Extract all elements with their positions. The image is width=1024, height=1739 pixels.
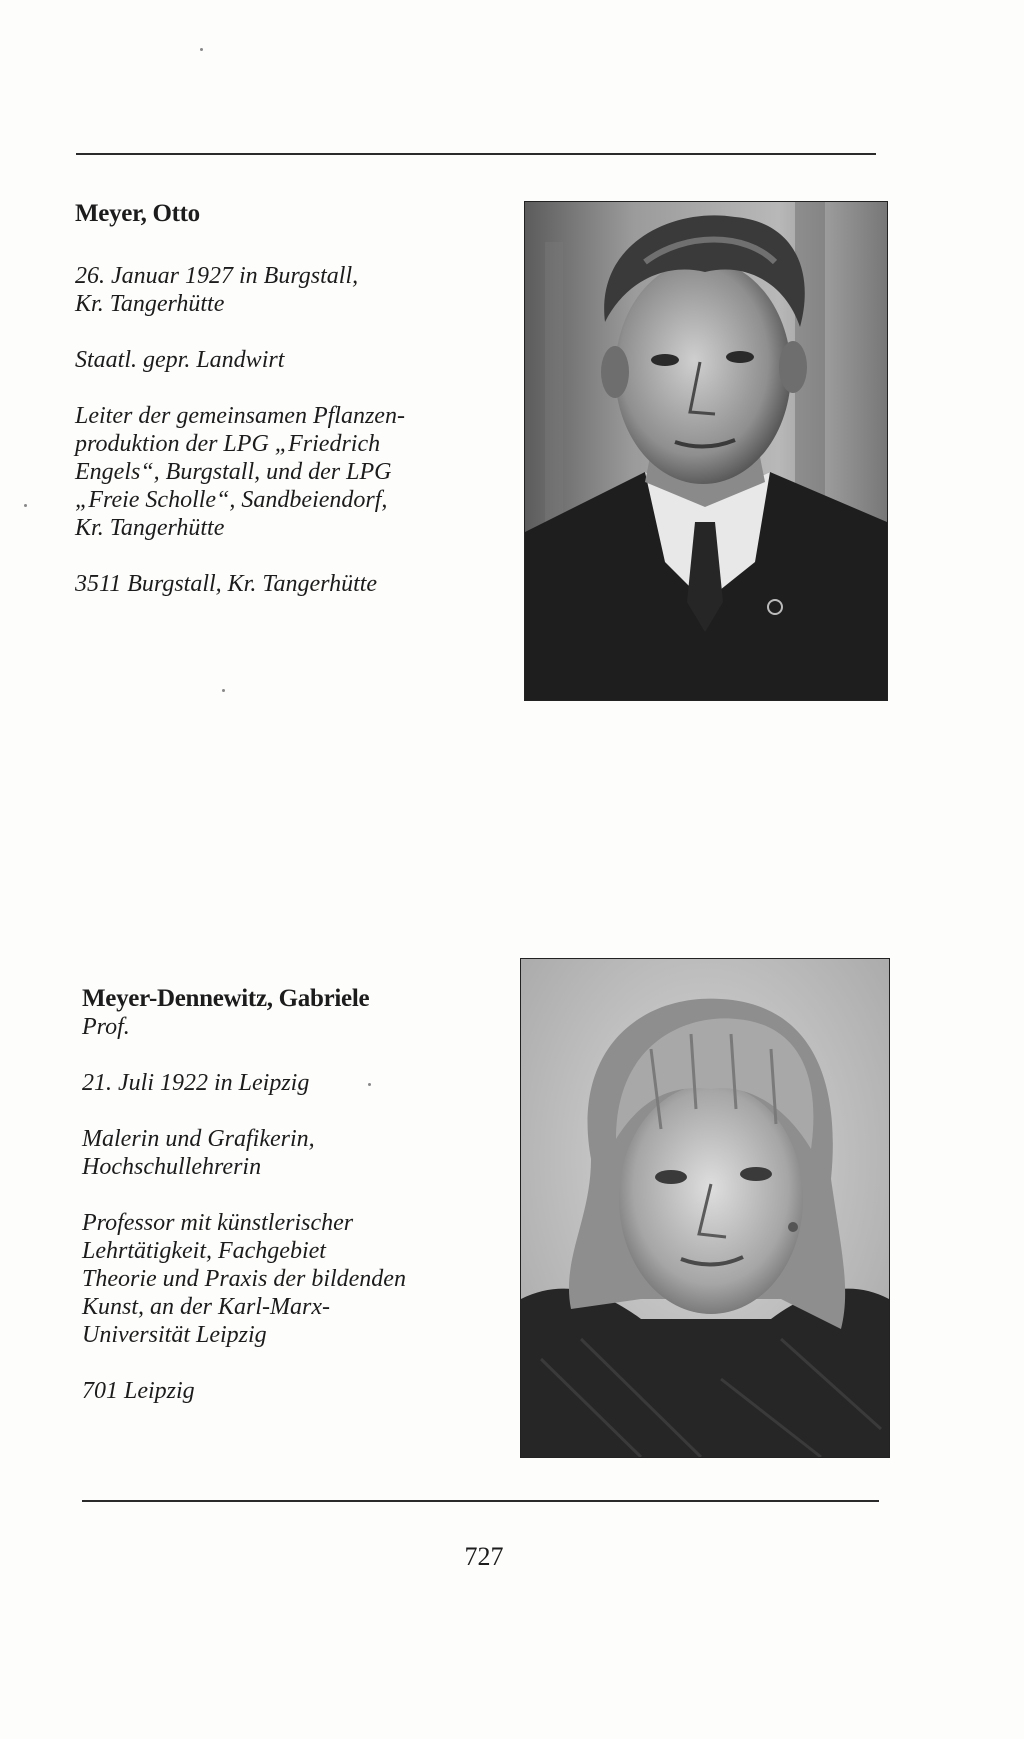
scan-speck <box>222 689 225 692</box>
portrait-photo-meyer-dennewitz <box>520 958 890 1458</box>
profession-line: Hochschullehrerin <box>82 1154 262 1180</box>
position-line: Engels“, Burgstall, und der LPG <box>75 459 392 485</box>
position-line: Theorie und Praxis der bildenden <box>82 1266 406 1292</box>
position-line: „Freie Scholle“, Sandbeiendorf, <box>75 487 388 513</box>
entry-meyer-dennewitz-gabriele <box>82 985 406 1405</box>
profession-line: Staatl. gepr. Landwirt <box>75 347 285 373</box>
position-line: Leiter der gemeinsamen Pflanzen- <box>75 403 405 429</box>
bottom-rule <box>82 1500 879 1502</box>
birth-line: 21. Juli 1922 in Leipzig <box>82 1070 310 1096</box>
position-line: Kr. Tangerhütte <box>75 515 225 541</box>
position-line: Professor mit künstlerischer <box>82 1210 354 1236</box>
position-line: Kunst, an der Karl-Marx- <box>82 1294 330 1320</box>
top-rule <box>76 153 876 155</box>
entry-name: Meyer-Dennewitz, Gabriele <box>82 985 370 1012</box>
page-number: 727 <box>464 1542 504 1571</box>
position-line: Universität Leipzig <box>82 1322 267 1348</box>
scan-speck <box>24 504 27 507</box>
entry-name: Meyer, Otto <box>75 200 200 227</box>
birth-line: 26. Januar 1927 in Burgstall, <box>75 263 359 289</box>
scan-speck <box>368 1083 371 1086</box>
position-line: Lehrtätigkeit, Fachgebiet <box>82 1238 326 1264</box>
academic-title: Prof. <box>82 1014 130 1040</box>
profession-line: Malerin und Grafikerin, <box>82 1126 315 1152</box>
address-line: 3511 Burgstall, Kr. Tangerhütte <box>75 571 378 597</box>
entry-meyer-otto <box>75 200 405 598</box>
address-line: 701 Leipzig <box>82 1378 195 1404</box>
portrait-photo-meyer-otto <box>524 201 888 701</box>
birth-line: Kr. Tangerhütte <box>75 291 225 317</box>
position-line: produktion der LPG „Friedrich <box>75 431 381 457</box>
scan-speck <box>200 48 203 51</box>
